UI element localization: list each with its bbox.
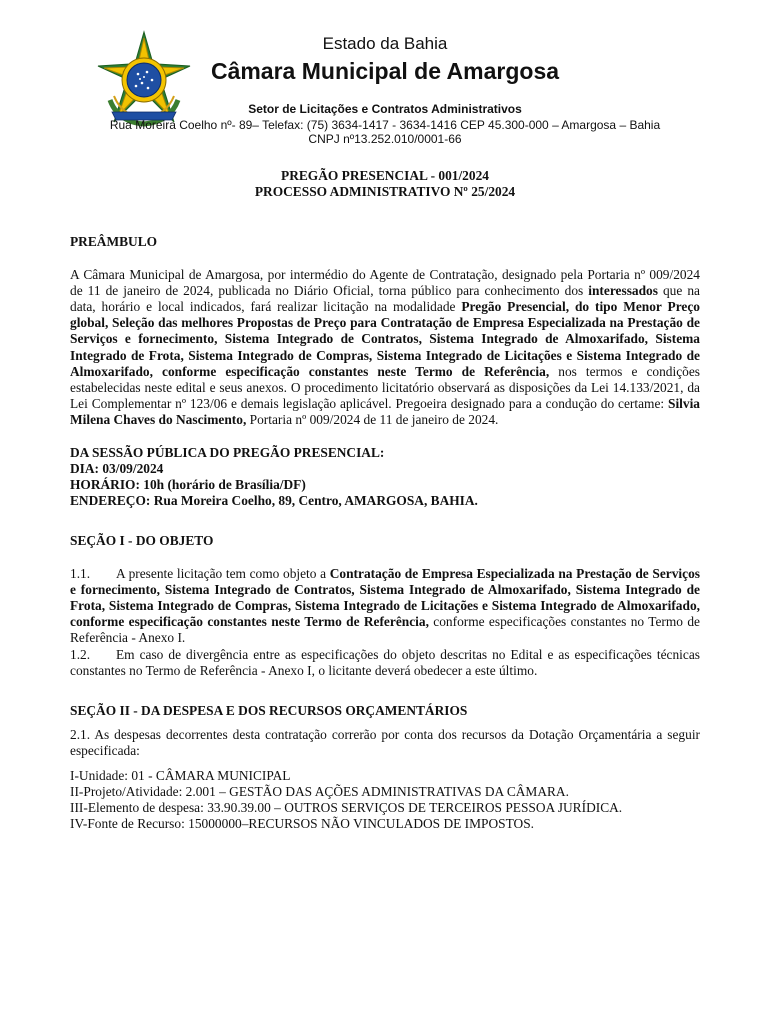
preambulo-text-d: Pregão Presencial, do tipo Menor Preço global, Seleção das melhores Propostas de Preço para Contratação de Empresa Especializada na Prestação de Serviços e fornecimento, Sistema Integrado de Contratos, Sistema Integrado de Almoxarifado, Sistema Integrado de Frota, Sistema Integrado de Compras, Sistema Integrado de Licitações e Sistema Integrado de Almoxarifado, conforme especificação constantes neste Termo de Referência, xyxy=(70,299,701,379)
preambulo-text-b: interessados xyxy=(588,282,658,298)
preambulo-text-e: nos termos e condições estabelecidas neste edital e seus anexos. O procedimento licitatório observará as disposições da Lei 14.133/2021, da Lei Complementar nº 123/06 e demais legislação aplicável. Pregoeira designado para a condução do certame: xyxy=(70,363,700,412)
secao2-line-unidade: I-Unidade: 01 - CÂMARA MUNICIPAL xyxy=(70,767,291,783)
secao2-line-projeto: II-Projeto/Atividade: 2.001 – GESTÃO DAS AÇÕES ADMINISTRATIVAS DA CÂMARA. xyxy=(70,783,569,799)
sessao-heading: DA SESSÃO PÚBLICA DO PREGÃO PRESENCIAL: xyxy=(70,444,385,460)
letterhead-address: Rua Moreira Coelho nº- 89– Telefax: (75) 3634-1417 - 3634-1416 CEP 45.300-000 – Amargosa – Bahia xyxy=(109,118,661,132)
document-body xyxy=(70,168,700,833)
secao1-item-1-text-a: A presente licitação tem como objeto a xyxy=(116,565,330,581)
letterhead-state: Estado da Bahia xyxy=(322,34,448,53)
secao1-heading: SEÇÃO I - DO OBJETO xyxy=(70,533,214,549)
secao1-item-1 xyxy=(70,566,700,647)
secao2-heading: SEÇÃO II - DA DESPESA E DOS RECURSOS ORÇAMENTÁRIOS xyxy=(70,703,468,719)
preambulo-text-f: Silvia Milena Chaves do Nascimento, xyxy=(70,396,700,428)
letterhead xyxy=(0,26,770,148)
preambulo-text-a: A Câmara Municipal de Amargosa, por intermédio do Agente de Contratação, designado pela Portaria nº 009/2024 de 11 de janeiro de 2024, publicada no Diário Oficial, torna público para conhecimento dos xyxy=(70,266,700,298)
sessao-horario: HORÁRIO: 10h (horário de Brasília/DF) xyxy=(70,477,306,493)
secao2-intro: 2.1. As despesas decorrentes desta contratação correrão por conta dos recursos da Dotação Orçamentária a seguir especificada: xyxy=(70,727,700,759)
letterhead-sector: Setor de Licitações e Contratos Administrativos xyxy=(248,102,522,116)
title-line-1: PREGÃO PRESENCIAL - 001/2024 xyxy=(281,168,489,183)
sessao-dia: DIA: 03/09/2024 xyxy=(70,460,164,476)
secao2-line-elemento: III-Elemento de despesa: 33.90.39.00 – OUTROS SERVIÇOS DE TERCEIROS PESSOA JURÍDICA. xyxy=(70,800,623,816)
secao1-item-2-text: Em caso de divergência entre as especificações do objeto descritas no Edital e as especificações técnicas constantes no Termo de Referência - Anexo I, o licitante deverá obedecer a este último. xyxy=(70,646,700,678)
preambulo-text-c: que na data, horário e local indicados, fará realizar licitação na modalidade xyxy=(70,282,700,315)
secao1-item-2 xyxy=(70,647,700,679)
sessao-endereco: ENDEREÇO: Rua Moreira Coelho, 89, Centro, AMARGOSA, BAHIA. xyxy=(70,493,478,509)
secao1-item-1-number: 1.1. xyxy=(70,565,91,581)
secao1-item-2-number: 1.2. xyxy=(70,646,91,662)
secao1-item-1-text-c: conforme especificações constantes no Termo de Referência - Anexo I. xyxy=(70,614,700,646)
secao1-item-1-text-b: Contratação de Empresa Especializada na Prestação de Serviços e fornecimento, Sistema Integrado de Contratos, Sistema Integrado de Almoxarifado, Sistema Integrado de Frota, Sistema Integrado de Compras, Sistema Integrado de Licitações e Sistema Integrado de Almoxarifado, conforme especificação constantes neste Termo de Referência, xyxy=(70,565,700,630)
sessao-block xyxy=(70,445,700,510)
preambulo-heading: PREÂMBULO xyxy=(70,234,158,250)
title-line-2: PROCESSO ADMINISTRATIVO Nº 25/2024 xyxy=(254,184,516,200)
letterhead-cnpj: CNPJ nº13.252.010/0001-66 xyxy=(308,132,462,146)
letterhead-institution-name: Câmara Municipal de Amargosa xyxy=(210,58,560,84)
secao2-line-fonte: IV-Fonte de Recurso: 15000000–RECURSOS NÃO VINCULADOS DE IMPOSTOS. xyxy=(70,816,534,832)
document-title xyxy=(70,168,700,200)
preambulo-paragraph xyxy=(70,267,700,429)
preambulo-text-g: Portaria nº 009/2024 de 11 de janeiro de 2024. xyxy=(246,412,499,428)
